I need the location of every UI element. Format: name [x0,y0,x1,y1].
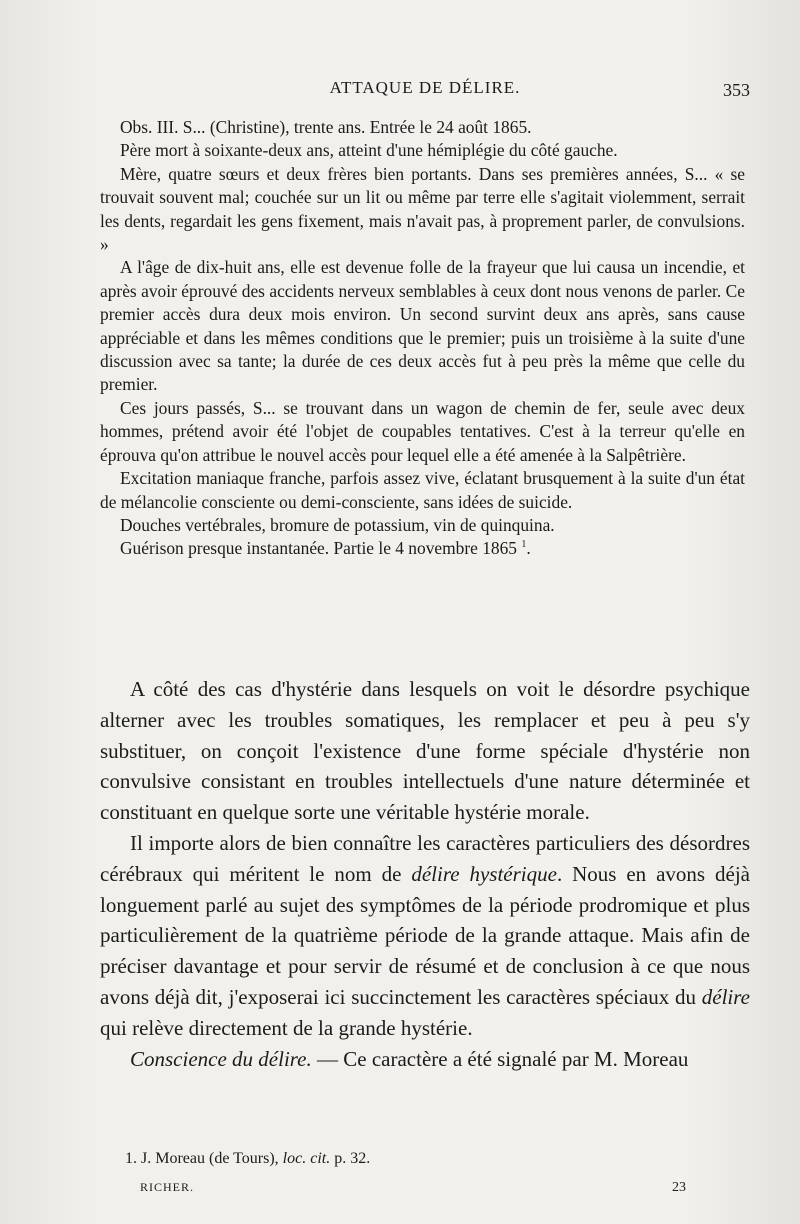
footnote-reference: 1 [521,539,527,551]
observation-paragraph: Père mort à soixante-deux ans, atteint d'une hémiplégie du côté gauche. [120,140,618,161]
main-text [100,674,750,1074]
footnote-text: p. 32. [330,1150,371,1167]
main-paragraph [100,1044,750,1075]
page-number: 353 [723,80,750,100]
section-heading: Conscience du délire. [130,1046,312,1071]
observation-block [100,116,745,561]
observation-last-text: Guérison presque instantanée. Partie le 4 novembre 1865 [120,538,517,559]
footnote-text: J. Moreau (de Tours), [137,1150,283,1167]
observation-paragraph: A l'âge de dix-huit ans, elle est devenue folle de la frayeur que lui causa un incendie, et après avoir éprouvé des accidents nerveux semblables à ceux dont nous venons de parler. Ce premier accès dura deux mois environ. Un second survint deux ans après, sans cause appréciable et dans les mêmes conditions que le premier; puis un troisième à la suite d'une discussion avec sa tante; la durée de ces deux accès fut à peu près la même que celle du premier. [100,257,745,395]
observation-paragraph: Ces jours passés, S... se trouvant dans un wagon de chemin de fer, seule avec deux hommes, prétend avoir été l'objet de coupables tentatives. C'est à la terreur qu'elle en éprouva qu'on attribue le nouvel accès pour lequel elle a été amenée à la Salpêtrière. [100,397,745,465]
observation-paragraph: Mère, quatre sœurs et deux frères bien portants. Dans ses premières années, S... « se trouvait souvent mal; couchée sur un lit ou même par terre elle s'agitait violemment, serrait les dents, regardait les gens fixement, mais n'avait pas, à proprement parler, de convulsions. » [100,163,745,255]
text-run: Il importe alors de bien connaître les caractères particuliers des désordres cérébraux qui méritent le nom de [100,830,750,886]
page-header [100,78,750,104]
signature-number: 23 [672,1180,686,1195]
emphasis-term: délire [701,984,750,1009]
footnote-citation: loc. cit. [282,1150,331,1167]
running-title: ATTAQUE DE DÉLIRE. [329,78,521,97]
footnote-number: 1. [125,1150,137,1167]
text-run: qui relève directement de la grande hystérie. [100,1015,473,1040]
text-run: — Ce caractère a été signalé par M. Moreau [311,1046,689,1071]
signature-author: RICHER. [140,1180,195,1194]
observation-paragraph: Douches vertébrales, bromure de potassium, vin de quinquina. [120,514,555,535]
footnote [125,1150,725,1168]
text-run: . Nous en avons déjà longuement parlé au sujet des symptômes de la période prodromique et plus particulièrement de la quatrième période de la grande attaque. Mais afin de préciser davantage et pour servir de résumé et de conclusion à ce que nous avons déjà dit, j'exposerai ici succinctement les caractères spéciaux du [100,861,750,1009]
observation-paragraph: Excitation maniaque franche, parfois assez vive, éclatant brusquement à la suite d'un état de mélancolie consciente ou demi-consciente, sans idées de suicide. [100,468,745,512]
main-paragraph [100,828,750,1044]
emphasis-term: délire hystérique [411,861,557,886]
observation-heading: Obs. III. S... (Christine), trente ans. Entrée le 24 août 1865. [120,117,532,137]
main-paragraph: A côté des cas d'hystérie dans lesquels on voit le désordre psychique alterner avec les troubles somatiques, les remplacer et peu à peu s'y substituer, on conçoit l'existence d'une forme spéciale d'hystérie non convulsive consistant en troubles intellectuels d'une nature déterminée et constituant en quelque sorte une véritable hystérie morale. [100,677,750,825]
observation-paragraph-last: Guérison presque instantanée. Partie le 4 novembre 1865 $^1$. [120,538,531,559]
